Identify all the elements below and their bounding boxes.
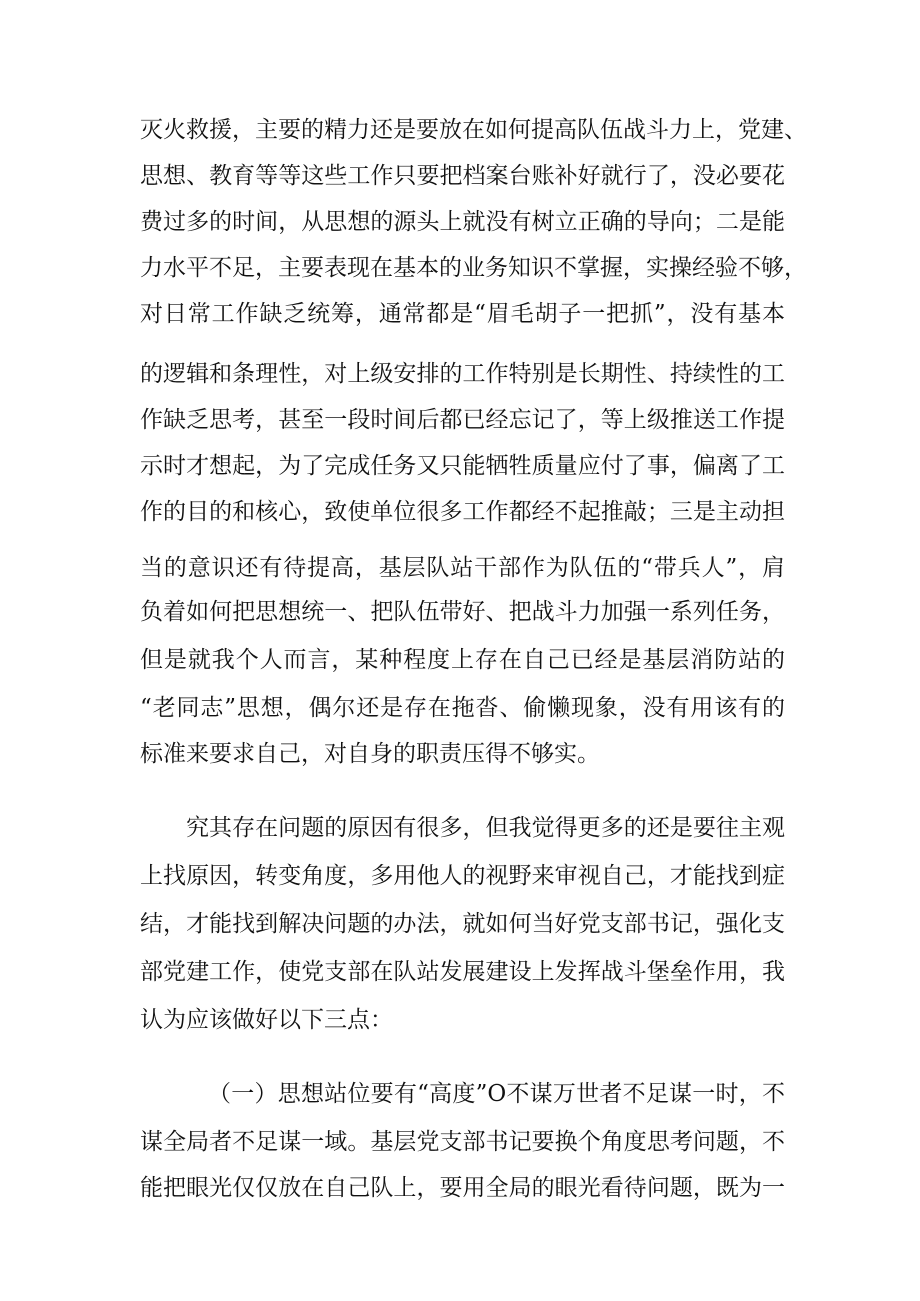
text-line: 作缺乏思考，甚至一段时间后都已经忘记了，等上级推送工作提 bbox=[140, 407, 785, 433]
section-heading-line: （一）思想站位要有“高度”O不谋万世者不足谋一时，不 bbox=[208, 1081, 785, 1107]
text-line: 标准来要求自己，对自身的职责压得不够实。 bbox=[140, 741, 600, 767]
text-line: 作的目的和核心，致使单位很多工作都经不起推敲；三是主动担 bbox=[140, 499, 785, 525]
text-line: 上找原因，转变角度，多用他人的视野来审视自己，才能找到症 bbox=[140, 863, 785, 889]
text-line: 谋全局者不足谋一域。基层党支部书记要换个角度思考问题，不 bbox=[140, 1129, 785, 1155]
text-line: 思想、教育等等这些工作只要把档案台账补好就行了，没必要花 bbox=[140, 163, 785, 189]
text-line: 当的意识还有待提高，基层队站干部作为队伍的“带兵人”，肩 bbox=[140, 555, 785, 581]
text-line: 对日常工作缺乏统筹，通常都是“眉毛胡子一把抓”，没有基本 bbox=[140, 301, 785, 327]
text-line: 负着如何把思想统一、把队伍带好、把战斗力加强一系列任务， bbox=[140, 599, 785, 625]
text-line: 力水平不足，主要表现在基本的业务知识不掌握，实操经验不够， bbox=[140, 255, 807, 281]
text-line: 究其存在问题的原因有很多，但我觉得更多的还是要往主观 bbox=[186, 815, 785, 841]
text-line: 但是就我个人而言，某种程度上存在自己已经是基层消防站的 bbox=[140, 647, 785, 673]
text-line: 灭火救援，主要的精力还是要放在如何提高队伍战斗力上，党建、 bbox=[140, 117, 807, 143]
text-line: 认为应该做好以下三点： bbox=[140, 1007, 393, 1033]
text-line: “老同志”思想，偶尔还是存在拖沓、偷懒现象，没有用该有的 bbox=[140, 695, 785, 721]
text-line: 能把眼光仅仅放在自己队上，要用全局的眼光看待问题，既为一 bbox=[140, 1175, 785, 1201]
text-line: 部党建工作，使党支部在队站发展建设上发挥战斗堡垒作用，我 bbox=[140, 959, 785, 985]
text-line: 费过多的时间，从思想的源头上就没有树立正确的导向；二是能 bbox=[140, 209, 785, 235]
text-line: 结，才能找到解决问题的办法，就如何当好党支部书记，强化支 bbox=[140, 911, 785, 937]
text-line: 示时才想起，为了完成任务又只能牺牲质量应付了事，偏离了工 bbox=[140, 453, 785, 479]
text-line: 的逻辑和条理性，对上级安排的工作特别是长期性、持续性的工 bbox=[140, 361, 785, 387]
